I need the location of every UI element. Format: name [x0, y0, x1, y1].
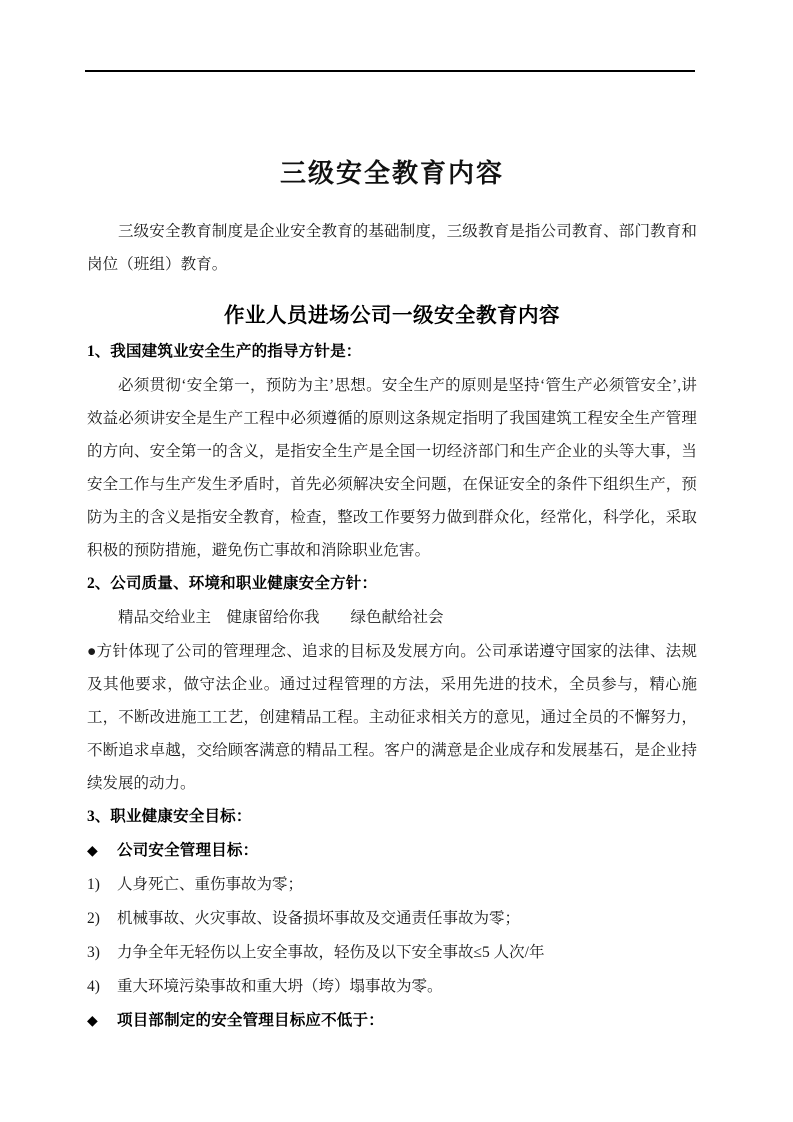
goal-list-marker: 1) [87, 876, 100, 894]
policy-description-paragraph: ●方针体现了公司的管理理念、追求的目标及发展方向。公司承诺遵守国家的法律、法规及其他要求，做守法企业。通过过程管理的方法，采用先进的技术，全员参与，精心施工，不断改进施工工艺，创建精品工程。主动征求相关方的意见，通过全员的不懈努力，不断追求卓越，交给顾客满意的精品工程。客户的满意是企业成存和发展基石，是企业持续发展的动力。 [87, 643, 697, 793]
policy-slogan: 精品交给业主 健康留给你我 绿色献给社会 [118, 609, 444, 627]
goal-list-text: 重大环境污染事故和重大坍（垮）塌事故为零。 [117, 978, 443, 996]
goal-list-item [87, 970, 697, 1004]
item-1-body: 必须贯彻‘安全第一，预防为主’思想。安全生产的原则是坚持‘管生产必须管安全’,讲效益必须讲安全是生产工程中必须遵循的原则这条规定指明了我国建筑工程安全生产管理的方向、安全第一的含义，是指安全生产是全国一切经济部门和生产企业的头等大事，当安全工作与生产发生矛盾时，首先必须解决安全问题，在保证安全的条件下组织生产，预防为主的含义是指安全教育，检查，整改工作要努力做到群众化，经常化，科学化，采取积极的预防措施，避免伤亡事故和消除职业危害。 [87, 377, 697, 560]
diamond-bullet-icon: ◆ [87, 843, 98, 860]
goal-list-item [87, 868, 697, 902]
numbered-heading-3 [87, 800, 697, 834]
project-goal-heading [87, 1004, 697, 1038]
goal-list-marker: 2) [87, 910, 100, 928]
numbered-heading-3-label: 职业健康安全目标： [110, 808, 252, 826]
list-marker-3: 3、 [87, 808, 111, 826]
page-title: 三级安全教育内容 [279, 159, 504, 188]
numbered-heading-1 [87, 335, 697, 369]
page-header [0, 0, 793, 95]
goal-list-item [87, 902, 697, 936]
goal-list-text: 机械事故、火灾事故、设备损坏事故及交通责任事故为零； [117, 910, 521, 928]
goal-list-marker: 3) [87, 944, 100, 962]
numbered-heading-1-label: 我国建筑业安全生产的指导方针是： [110, 343, 362, 361]
numbered-heading-2 [87, 567, 697, 601]
company-goal-heading [87, 834, 697, 868]
document-body [87, 95, 697, 1038]
section-heading: 作业人员进场公司一级安全教育内容 [224, 304, 560, 328]
list-marker-1: 1、 [87, 343, 111, 361]
goal-list-text: 力争全年无轻伤以上安全事故，轻伤及以下安全事故≤5 人次/年 [117, 944, 545, 962]
diamond-bullet-icon: ◆ [87, 1013, 98, 1030]
goal-list-item [87, 936, 697, 970]
company-goal-heading-label: 公司安全管理目标： [117, 842, 259, 860]
goal-list-marker: 4) [87, 978, 100, 996]
project-goal-heading-label: 项目部制定的安全管理目标应不低于： [117, 1012, 384, 1030]
goal-list-text: 人身死亡、重伤事故为零； [117, 876, 304, 894]
numbered-heading-2-label: 公司质量、环境和职业健康安全方针： [110, 575, 378, 593]
list-marker-2: 2、 [87, 575, 111, 593]
header-divider-rule [85, 70, 695, 72]
intro-paragraph: 三级安全教育制度是企业安全教育的基础制度，三级教育是指公司教育、部门教育和岗位（班组）教育。 [87, 223, 697, 274]
